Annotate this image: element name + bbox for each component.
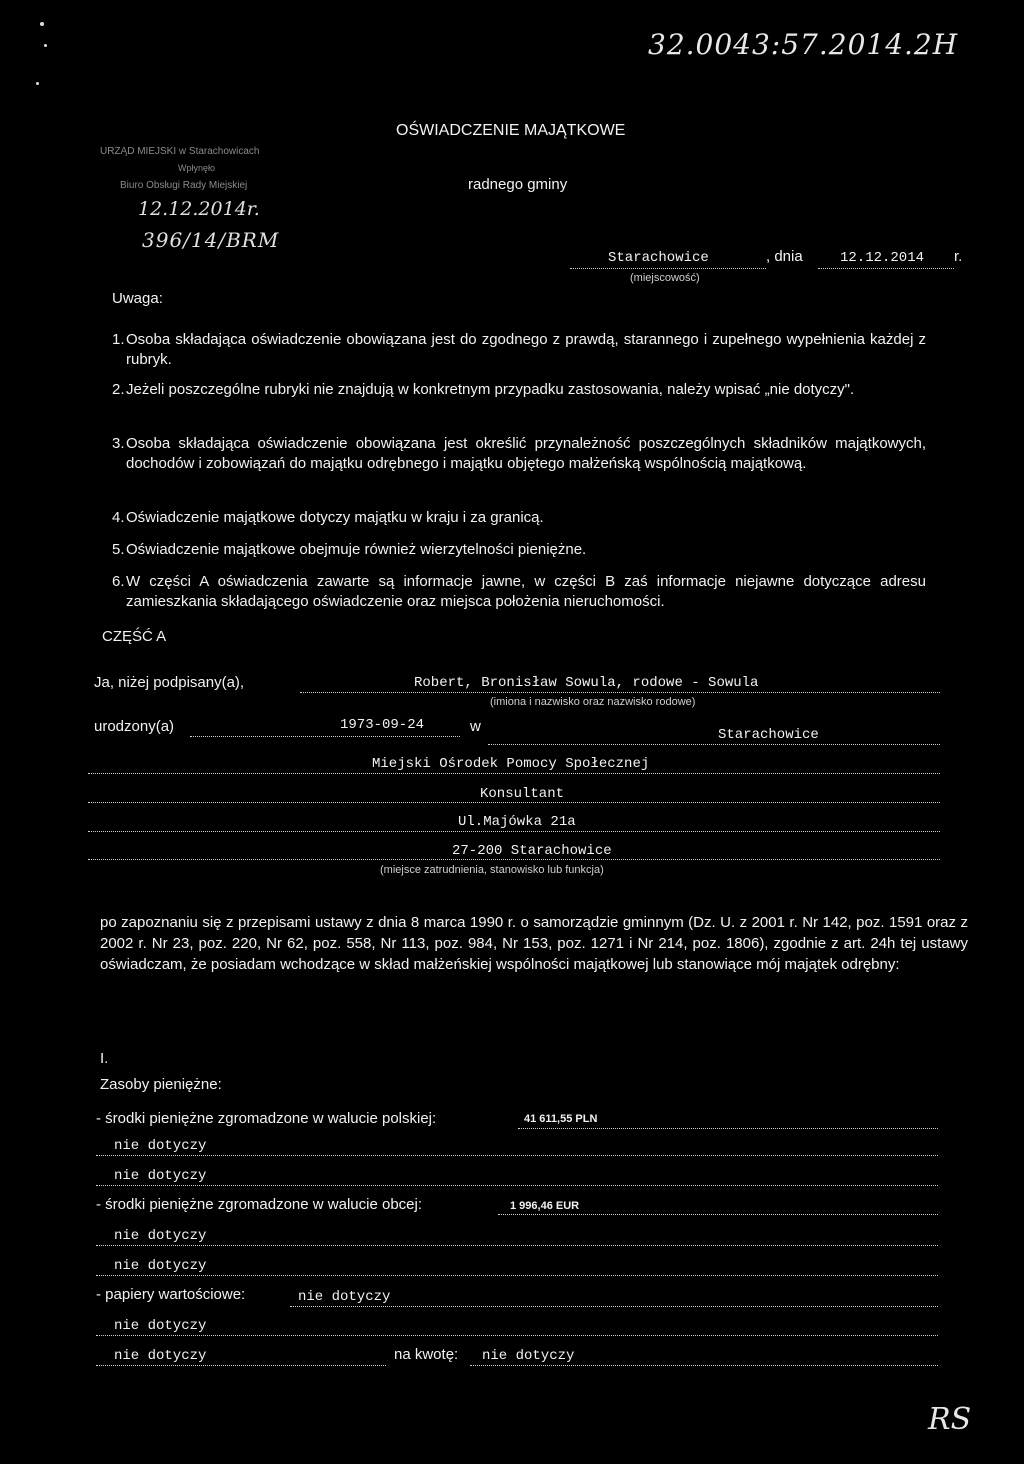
employment-caption: (miejsce zatrudnienia, stanowisko lub funkcja) [380,864,604,876]
place-dotted-line [570,268,766,269]
declarant-caption: (imiona i nazwisko oraz nazwisko rodowe) [490,696,696,708]
scan-speck [44,44,47,47]
securities-label: - papiery wartościowe: [96,1286,246,1303]
foreign-value: 1 996,46 EUR [510,1200,580,1212]
securities-extra-1-line [96,1335,938,1336]
note-2-number: 2. [112,381,125,398]
statement-text: po zapoznaniu się z przepisami ustawy z dnia 8 marca 1990 r. o samorządzie gminnym (Dz. U. z 2001 r. Nr 142, poz. 1591 oraz z 2002 r. Nr 23, poz. 220, Nr 62, poz. 558, Nr 113, poz. 984, Nr 153, poz. 1271 i Nr 214, poz. 1806), zgodnie z art. 24h tej ustawy oświadczam, że posiadam wchodzące w skład małżeńskiej wspólności majątkowej lub stanowiące mój majątek odrębny: [100,914,968,973]
note-1-text: Osoba składająca oświadczenie obowiązana jest do zgodnego z prawdą, starannego i zupełnego wypełnienia każdej z rubryk. [126,331,926,368]
pln-dotted-line [518,1128,938,1129]
foreign-extra-1: nie dotyczy [114,1228,207,1244]
city-value: 27-200 Starachowice [452,843,612,859]
stamp-line-1: URZĄD MIEJSKI w Starachowicach [100,146,260,157]
declarant-label: Ja, niżej podpisany(a), [94,674,245,691]
stamp-number: 396/14/BRM [142,228,280,252]
pln-extra-2-line [96,1185,938,1186]
born-date: 1973-09-24 [340,717,425,733]
note-4-text: Oświadczenie majątkowe dotyczy majątku w kraju i za granicą. [126,509,544,526]
document-title: OŚWIADCZENIE MAJĄTKOWE [396,122,626,139]
foreign-dotted-line [498,1214,938,1215]
foreign-label: - środki pieniężne zgromadzone w walucie obcej: [96,1196,423,1213]
pln-extra-1-line [96,1155,938,1156]
pln-extra-1: nie dotyczy [114,1138,207,1154]
note-3-number: 3. [112,435,125,452]
foreign-extra-2-line [96,1275,938,1276]
city-dotted-line [88,859,940,860]
page-initials: RS [928,1402,972,1437]
pln-label: - środki pieniężne zgromadzone w walucie polskiej: [96,1110,437,1127]
born-label: urodzony(a) [94,718,175,735]
date-dotted-line [818,268,954,269]
scan-speck [40,22,44,26]
declarant-value: Robert, Bronisław Sowula, rodowe - Sowula [414,675,759,691]
securities-extra-2: nie dotyczy [114,1348,207,1364]
position-dotted-line [88,802,940,803]
securities-extra-2-line [96,1365,386,1366]
foreign-extra-2: nie dotyczy [114,1258,207,1274]
amount-value: nie dotyczy [482,1348,575,1364]
date-value: 12.12.2014 [840,250,925,266]
street-value: Ul.Majówka 21a [458,814,576,830]
note-5-number: 5. [112,541,125,558]
note-1-number: 1. [112,331,125,348]
amount-dotted-line [470,1365,938,1366]
notes-heading: Uwaga: [112,290,163,307]
note-6-text: W części A oświadczenia zawarte są informacje jawne, w części B zaś informacje niejawne dotyczące adresu zamieszkania składającego oświadczenie oraz miejsca położenia nieruchomości. [126,573,926,610]
born-place-dotted-line [488,744,940,745]
position-value: Konsultant [480,786,565,802]
amount-label: na kwotę: [394,1346,459,1363]
street-dotted-line [88,831,940,832]
securities-dotted-line [290,1306,938,1307]
securities-value: nie dotyczy [298,1289,391,1305]
employer-dotted-line [88,773,940,774]
stamp-date: 12.12.2014r. [138,198,260,220]
pln-value: 41 611,55 PLN [524,1113,598,1125]
pln-extra-2: nie dotyczy [114,1168,207,1184]
part-a-heading: CZĘŚĆ A [102,628,167,645]
place-value: Starachowice [608,250,709,266]
place-caption: (miejscowość) [630,272,700,284]
note-2-text: Jeżeli poszczególne rubryki nie znajdują w konkretnym przypadku zastosowania, należy wpisać „nie dotyczy". [126,381,855,398]
note-3-text: Osoba składająca oświadczenie obowiązana jest określić przynależność poszczególnych składników majątkowych, dochodów i zobowiązań do majątku odrębnego i majątku objętego małżeńską wspólnością majątkową. [126,435,926,472]
stamp-line-2: Wpłynęło [178,163,216,173]
document-subtitle: radnego gminy [468,176,568,193]
stamp-line-3: Biuro Obsługi Rady Miejskiej [120,180,248,191]
note-4-number: 4. [112,509,125,526]
employer-value: Miejski Ośrodek Pomocy Społecznej [372,756,650,772]
declarant-dotted-line [300,692,940,693]
born-place: Starachowice [718,727,819,743]
reference-number: 32.0043:57.2014.2H [648,28,959,61]
note-5-text: Oświadczenie majątkowe obejmuje również wierzytelności pieniężne. [126,541,587,558]
section-1-heading: Zasoby pieniężne: [100,1076,222,1093]
born-date-dotted-line [190,736,460,737]
scan-speck [36,82,39,85]
born-in-label: w [470,718,481,735]
date-suffix: r. [954,248,963,265]
date-prefix: , dnia [766,248,803,265]
section-1-roman: I. [100,1050,109,1067]
foreign-extra-1-line [96,1245,938,1246]
note-6-number: 6. [112,573,125,590]
securities-extra-1: nie dotyczy [114,1318,207,1334]
